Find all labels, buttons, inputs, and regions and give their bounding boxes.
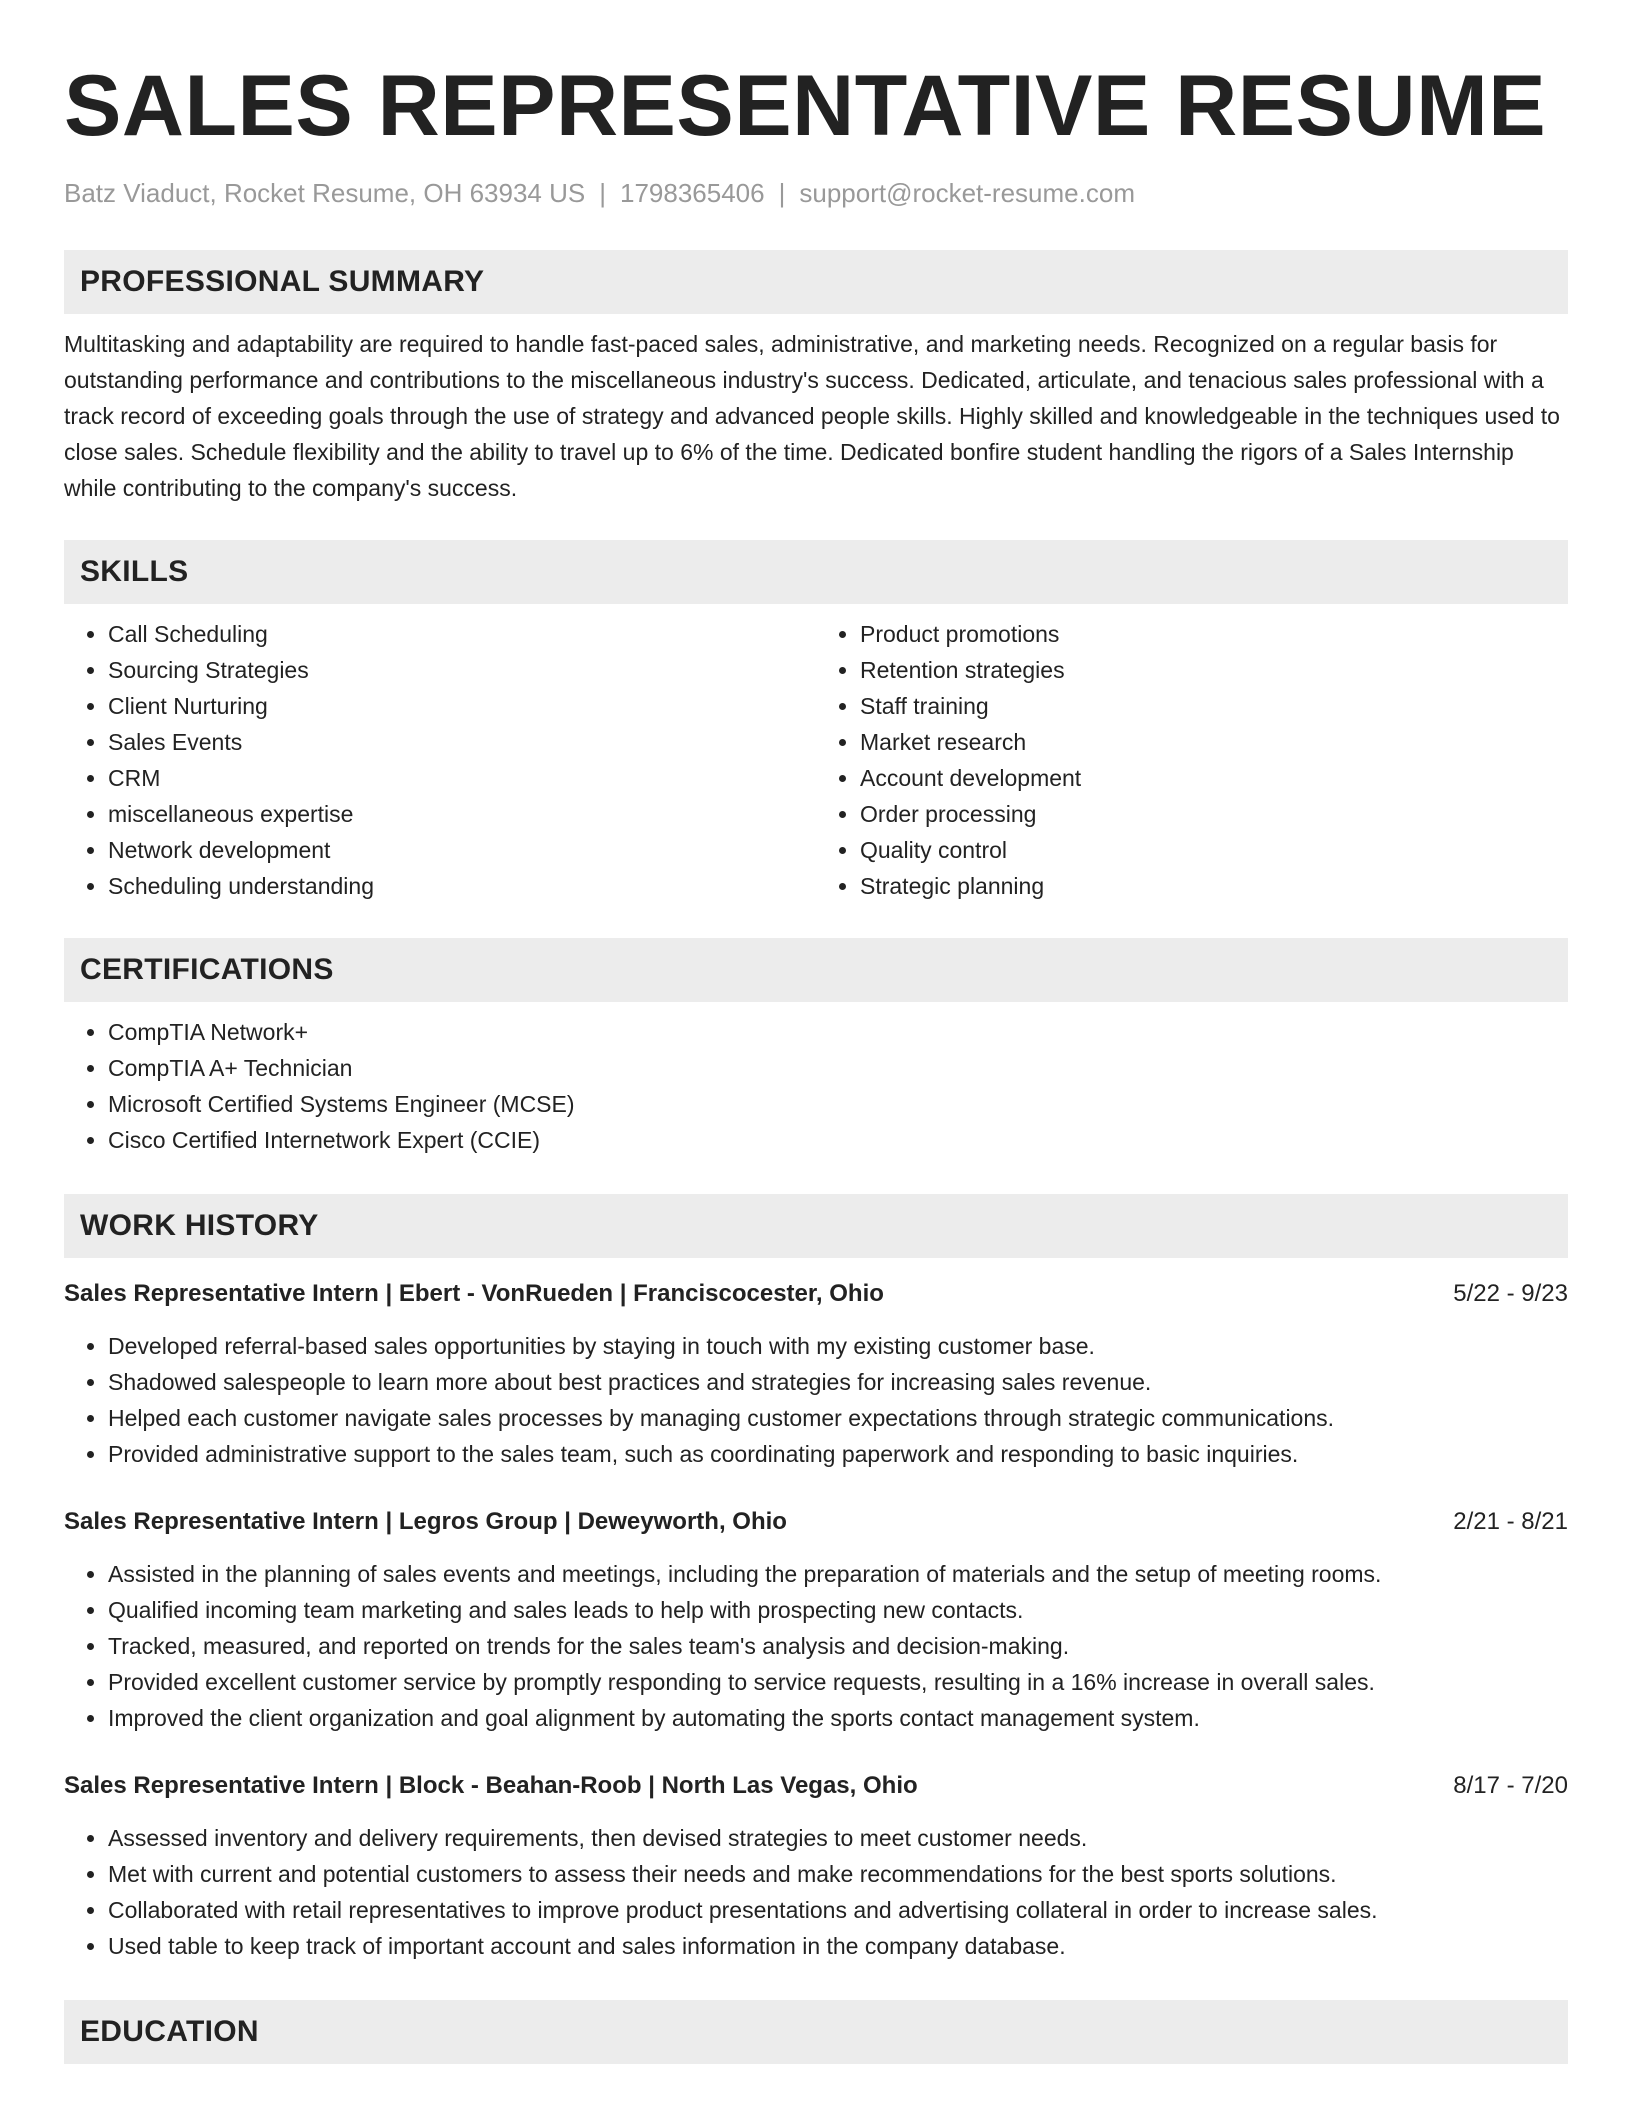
job-header <box>64 1768 1568 1804</box>
job-bullet: • Used table to keep track of important account and sales information in the company database. <box>108 1928 1568 1964</box>
skills-list-right <box>816 616 1568 904</box>
job-entry <box>64 1276 1568 1472</box>
job-bullet: • Qualified incoming team marketing and sales leads to help with prospecting new contacts. <box>108 1592 1568 1628</box>
section-header-certifications: CERTIFICATIONS <box>64 938 1568 1002</box>
job-bullet: • Helped each customer navigate sales processes by managing customer expectations through strategic communications. <box>108 1400 1568 1436</box>
skill-item: • Network development <box>108 832 816 868</box>
job-dates: 8/17 - 7/20 <box>1453 1772 1568 1799</box>
skill-item: • Product promotions <box>860 616 1568 652</box>
skill-item: • Sourcing Strategies <box>108 652 816 688</box>
job-bullets <box>64 1328 1568 1472</box>
job-entry <box>64 1504 1568 1736</box>
job-entry <box>64 1768 1568 1964</box>
contact-email: support@rocket-resume.com <box>799 178 1135 208</box>
job-dates: 5/22 - 9/23 <box>1453 1280 1568 1307</box>
contact-separator: | <box>778 178 786 208</box>
job-bullet: • Assessed inventory and delivery requirements, then devised strategies to meet customer needs. <box>108 1820 1568 1856</box>
certifications-list <box>64 1014 1568 1158</box>
job-bullet: • Provided administrative support to the sales team, such as coordinating paperwork and responding to basic inquiries. <box>108 1436 1568 1472</box>
skill-item: • Client Nurturing <box>108 688 816 724</box>
skill-item: • Sales Events <box>108 724 816 760</box>
section-header-skills: SKILLS <box>64 540 1568 604</box>
skill-item: • Market research <box>860 724 1568 760</box>
resume-page <box>64 0 1568 2064</box>
skill-item: • Call Scheduling <box>108 616 816 652</box>
skill-item: • Retention strategies <box>860 652 1568 688</box>
skills-list-left <box>64 616 816 904</box>
skill-item: • miscellaneous expertise <box>108 796 816 832</box>
job-heading: Sales Representative Intern | Legros Group | Deweyworth, Ohio <box>64 1508 787 1535</box>
skills-grid <box>64 616 1568 904</box>
skill-item: • Account development <box>860 760 1568 796</box>
job-bullet: • Shadowed salespeople to learn more about best practices and strategies for increasing sales revenue. <box>108 1364 1568 1400</box>
skill-item: • Scheduling understanding <box>108 868 816 904</box>
contact-separator: | <box>599 178 606 208</box>
job-bullet: • Tracked, measured, and reported on trends for the sales team's analysis and decision-making. <box>108 1628 1568 1664</box>
section-header-summary: PROFESSIONAL SUMMARY <box>64 250 1568 314</box>
certification-item: • CompTIA A+ Technician <box>108 1050 1568 1086</box>
job-heading: Sales Representative Intern | Block - Beahan-Roob | North Las Vegas, Ohio <box>64 1772 918 1799</box>
job-bullet: • Assisted in the planning of sales events and meetings, including the preparation of materials and the setup of meeting rooms. <box>108 1556 1568 1592</box>
job-bullet: • Provided excellent customer service by promptly responding to service requests, resulting in a 16% increase in overall sales. <box>108 1664 1568 1700</box>
contact-phone: 1798365406 <box>619 178 765 208</box>
section-header-work-history: WORK HISTORY <box>64 1194 1568 1258</box>
certification-item: • Cisco Certified Internetwork Expert (CCIE) <box>108 1122 1568 1158</box>
certification-item: • Microsoft Certified Systems Engineer (MCSE) <box>108 1086 1568 1122</box>
contact-address: Batz Viaduct, Rocket Resume, OH 63934 US <box>64 178 586 208</box>
job-heading: Sales Representative Intern | Ebert - VonRueden | Franciscocester, Ohio <box>64 1280 884 1307</box>
job-bullet: • Met with current and potential customers to assess their needs and make recommendations for the best sports solutions. <box>108 1856 1568 1892</box>
resume-title: SALES REPRESENTATIVE RESUME <box>64 58 1547 154</box>
section-header-education: EDUCATION <box>64 2000 1568 2064</box>
skill-item: • Quality control <box>860 832 1568 868</box>
summary-text: Multitasking and adaptability are required to handle fast-paced sales, administrative, and marketing needs. Recognized on a regular basis for outstanding performance and contributions to the miscellaneous industry's success. Dedicated, articulate, and tenacious sales professional with a track record of exceeding goals through the use of strategy and advanced people skills. Highly skilled and knowledgeable in the techniques used to close sales. Schedule flexibility and the ability to travel up to 6% of the time. Dedicated bonfire student handling the rigors of a Sales Internship while contributing to the company's success. <box>64 331 1560 501</box>
job-header <box>64 1504 1568 1540</box>
skill-item: • Strategic planning <box>860 868 1568 904</box>
certification-item: • CompTIA Network+ <box>108 1014 1568 1050</box>
skill-item: • Order processing <box>860 796 1568 832</box>
skill-item: • CRM <box>108 760 816 796</box>
job-bullet: • Collaborated with retail representatives to improve product presentations and advertising collateral in order to increase sales. <box>108 1892 1568 1928</box>
job-bullets <box>64 1556 1568 1736</box>
job-bullets <box>64 1820 1568 1964</box>
contact-line <box>64 176 1568 210</box>
skill-item: • Staff training <box>860 688 1568 724</box>
job-bullet: • Developed referral-based sales opportunities by staying in touch with my existing customer base. <box>108 1328 1568 1364</box>
job-header <box>64 1276 1568 1312</box>
job-bullet: • Improved the client organization and goal alignment by automating the sports contact management system. <box>108 1700 1568 1736</box>
job-dates: 2/21 - 8/21 <box>1453 1508 1568 1535</box>
